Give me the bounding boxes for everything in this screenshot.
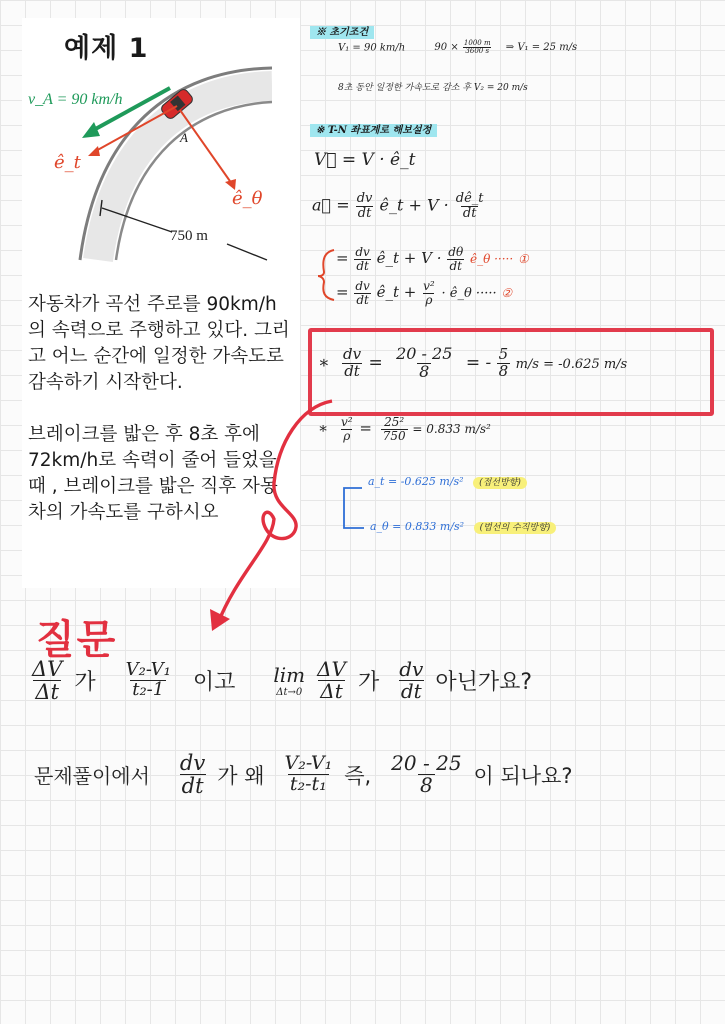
tn-coordinate-heading: ※ T-N 좌표계로 해보설정 xyxy=(310,118,437,137)
final-speed-line: 8초 동안 일정한 가속도로 감소 후 V₂ = 20 m/s xyxy=(338,83,528,93)
question-line-2: 문제풀이에서 $\frac{dv}{dt}$ 가 왜 $\frac{\text{V₂-V₁}}{\text{t₂-t₁}}$ 즉, $\frac{20 - 25}{8}$ 이 되나요? xyxy=(34,751,573,799)
red-connector-arrow xyxy=(200,395,340,635)
radius-line xyxy=(227,244,267,260)
initial-speed-line: V₁ = 90 km/h 90 × $\frac{1000 m}{3600 s}$ ⇒ V₁ = 25 m/s xyxy=(338,39,578,56)
blue-bracket xyxy=(338,482,368,542)
tangential-result: a_t = -0.625 m/s² (접선방향) xyxy=(368,475,527,488)
connector-arrowhead-icon xyxy=(210,609,230,631)
etheta-label: ê_θ xyxy=(232,188,263,209)
question-title: 질문 xyxy=(36,617,118,663)
velocity-arrowhead-icon xyxy=(82,122,100,138)
velocity-equation: V⃗ = V · ê_t xyxy=(314,150,416,170)
acceleration-expansion-2: = $\frac{dv}{dt}$ ê_t + $\frac{\text{v²}}{\rho}$ · ê_θ ····· ② xyxy=(336,279,513,307)
normal-acceleration-equation: ∗ $\frac{\text{v²}}{\rho}$ = $\frac{\text{25²}}{750}$ = 0.833 m/s² xyxy=(318,415,491,443)
tangential-acceleration-equation: ∗ $\frac{dv}{dt}$ = $\frac{20 - 25}{8}$ = - $\frac{5}{8}$ m/s = -0.625 m/s xyxy=(318,344,628,381)
example-title: 예제 1 xyxy=(64,33,149,64)
etheta-vector xyxy=(180,110,232,184)
acceleration-equation: a⃗ = $\frac{dv}{dt}$ ê_t + V · $\frac{dê\_t}{dt}$ xyxy=(312,191,484,221)
point-label: A xyxy=(180,130,188,145)
et-arrowhead-icon xyxy=(88,146,100,156)
question-line-1: $\frac{\Delta V}{\Delta t}$ 가 $\frac{\text{V₂-V₁}}{\text{t₂-1}}$ 이고 lim Δt→0 $\frac{\Delta V}{\Delta t}$ 가 $\frac{dv}{dt}$ 아닌가요? xyxy=(32,657,533,705)
orange-brace xyxy=(316,246,338,302)
speed-label: v_A = 90 km/h xyxy=(28,91,123,108)
et-label: ê_t xyxy=(54,152,81,173)
radius-label: 750 m xyxy=(170,228,208,244)
normal-result: a_θ = 0.833 m/s² (법선의 수직방향) xyxy=(370,520,556,533)
initial-conditions-heading: ※ 초기조건 xyxy=(310,20,374,39)
curved-road-figure xyxy=(22,60,272,265)
acceleration-expansion-1: = $\frac{dv}{dt}$ ê_t + V · $\frac{d\theta}{dt}$ ê_θ ····· ① xyxy=(336,245,529,273)
problem-statement: 자동차가 곡선 주로를 90km/h의 속력으로 주행하고 있다. 그리고 어느 순간에 일정한 가속도로 감속하기 시작한다. 브레이크를 밟은 후 8초 후에 72km/h로 속력이 줄어 들었을 때 , 브레이크를 밟은 직후 자동차의 가속도를 구하시오 xyxy=(28,294,290,523)
